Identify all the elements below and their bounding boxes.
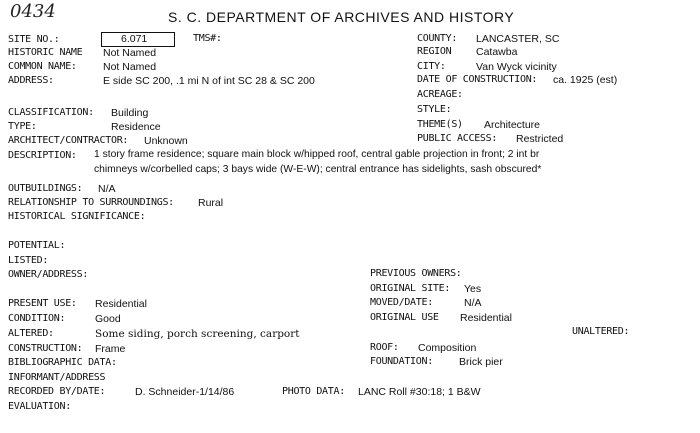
previous-owners-label: PREVIOUS OWNERS: — [370, 268, 462, 279]
address-value: E side SC 200, .1 mi N of int SC 28 & SC 200 — [103, 75, 315, 87]
public-access-value: Restricted — [516, 133, 564, 145]
photo-data-label: PHOTO DATA: — [282, 386, 345, 397]
owner-address-label: OWNER/ADDRESS: — [8, 269, 89, 280]
condition-value: Good — [95, 313, 121, 325]
architect-label: ARCHITECT/CONTRACTOR: — [8, 135, 129, 146]
condition-label: CONDITION: — [8, 313, 66, 324]
date-of-construction-value: ca. 1925 (est) — [553, 74, 618, 86]
original-use-value: Residential — [460, 312, 512, 324]
site-no-label: SITE NO.: — [8, 34, 60, 45]
relationship-label: RELATIONSHIP TO SURROUNDINGS: — [8, 197, 174, 208]
description-line-1: 1 story frame residence; square main block w/hipped roof, central gable projection in front; 2 int br — [94, 149, 540, 160]
foundation-value: Brick pier — [459, 356, 503, 368]
photo-data-value: LANC Roll #30:18; 1 B&W — [358, 386, 481, 398]
description-label: DESCRIPTION: — [8, 150, 77, 161]
tms-label: TMS#: — [193, 33, 222, 44]
informant-address-label: INFORMANT/ADDRESS — [8, 372, 106, 383]
historic-name-value: Not Named — [103, 47, 157, 59]
address-label: ADDRESS: — [8, 75, 54, 86]
common-name-value: Not Named — [103, 61, 157, 73]
type-value: Residence — [111, 121, 161, 133]
city-label: CITY: — [417, 61, 446, 72]
potential-label: POTENTIAL: — [8, 240, 66, 251]
foundation-label: FOUNDATION: — [370, 356, 433, 367]
roof-value: Composition — [418, 342, 477, 354]
page-title: S. C. DEPARTMENT OF ARCHIVES AND HISTORY — [168, 9, 515, 25]
construction-label: CONSTRUCTION: — [8, 343, 83, 354]
county-label: COUNTY: — [417, 33, 458, 44]
county-value: LANCASTER, SC — [476, 33, 560, 45]
present-use-value: Residential — [95, 298, 147, 310]
themes-label: THEME(S) — [417, 119, 463, 130]
bibliographic-data-label: BIBLIOGRAPHIC DATA: — [8, 357, 117, 368]
original-site-value: Yes — [464, 283, 482, 295]
outbuildings-label: OUTBUILDINGS: — [8, 183, 83, 194]
outbuildings-value: N/A — [98, 183, 116, 195]
site-no-value: 6.071 — [121, 33, 148, 45]
moved-date-value: N/A — [464, 297, 482, 309]
listed-label: LISTED: — [8, 255, 49, 266]
common-name-label: COMMON NAME: — [8, 61, 77, 72]
recorded-by-value: D. Schneider-1/14/86 — [135, 386, 235, 398]
historical-significance-label: HISTORICAL SIGNIFICANCE: — [8, 211, 146, 222]
original-site-label: ORIGINAL SITE: — [370, 283, 451, 294]
present-use-label: PRESENT USE: — [8, 298, 77, 309]
historic-name-label: HISTORIC NAME — [8, 47, 83, 58]
public-access-label: PUBLIC ACCESS: — [417, 133, 498, 144]
acreage-label: ACREAGE: — [417, 89, 463, 100]
unaltered-label: UNALTERED: — [572, 326, 630, 337]
original-use-label: ORIGINAL USE — [370, 312, 439, 323]
region-value: Catawba — [476, 46, 518, 58]
architect-value: Unknown — [144, 135, 188, 147]
roof-label: ROOF: — [370, 342, 399, 353]
construction-value: Frame — [95, 343, 126, 355]
classification-value: Building — [111, 107, 149, 119]
recorded-by-label: RECORDED BY/DATE: — [8, 386, 106, 397]
relationship-value: Rural — [198, 197, 224, 209]
date-of-construction-label: DATE OF CONSTRUCTION: — [417, 74, 538, 85]
themes-value: Architecture — [484, 119, 541, 131]
description-line-2: chimneys w/corbelled caps; 3 bays wide (W-E-W); central entrance has sidelights, sash obscured* — [94, 164, 542, 175]
style-label: STYLE: — [417, 104, 452, 115]
type-label: TYPE: — [8, 121, 37, 132]
city-value: Van Wyck vicinity — [476, 61, 557, 73]
region-label: REGION — [417, 46, 452, 57]
classification-label: CLASSIFICATION: — [8, 107, 94, 118]
moved-date-label: MOVED/DATE: — [370, 297, 433, 308]
evaluation-label: EVALUATION: — [8, 401, 71, 412]
altered-label: ALTERED: — [8, 328, 54, 339]
handwritten-site-number: 0434 — [10, 1, 56, 22]
altered-value: Some siding, porch screening, carport — [95, 328, 300, 340]
